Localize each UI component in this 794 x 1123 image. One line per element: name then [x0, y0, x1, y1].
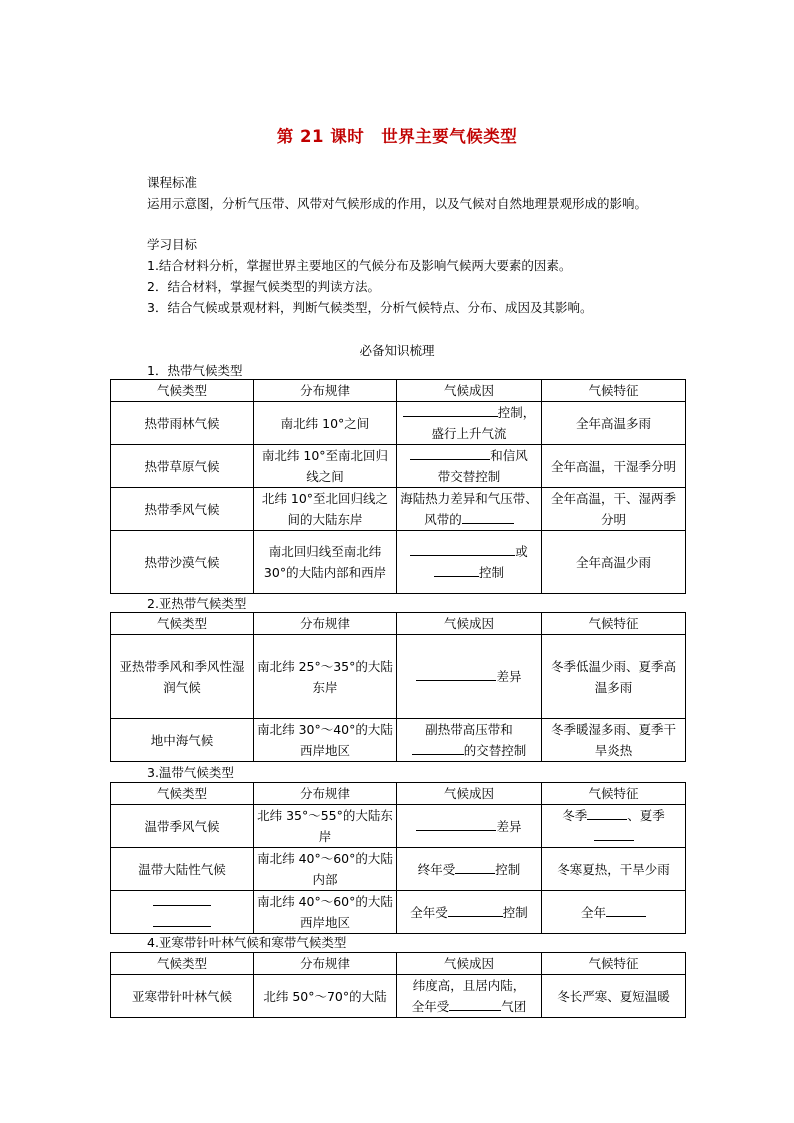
table-row [111, 635, 686, 719]
goal-item: 1.结合材料分析，掌握世界主要地区的气候分布及影响气候两大要素的因素。 [147, 258, 572, 273]
header-cell: 气候类型 [111, 783, 254, 805]
cause: 差异 [397, 805, 542, 848]
header-cell: 气候类型 [111, 613, 254, 635]
fill-blank[interactable] [434, 563, 479, 577]
header-cell: 气候类型 [111, 953, 254, 975]
table3-label: 3.温带气候类型 [147, 765, 234, 780]
distribution: 北纬 35°～55°的大陆东岸 [254, 805, 397, 848]
header-cell: 气候特征 [542, 953, 686, 975]
table-row [111, 848, 686, 891]
feature: 冬季 、夏季 [542, 805, 686, 848]
fill-blank[interactable] [153, 892, 211, 906]
header-cell: 分布规律 [254, 953, 397, 975]
header-cell: 气候成因 [397, 783, 542, 805]
header-cell: 气候特征 [542, 783, 686, 805]
header-cell: 气候类型 [111, 380, 254, 402]
fill-blank[interactable] [462, 510, 514, 524]
cause: 或 控制 [397, 531, 542, 594]
table-row [111, 805, 686, 848]
feature: 全年高温多雨 [542, 402, 686, 445]
subarctic-climate-table [110, 952, 686, 1018]
fill-blank[interactable] [455, 860, 495, 874]
table-header-row [111, 953, 686, 975]
fill-blank[interactable] [594, 827, 634, 841]
table2-label: 2.亚热带气候类型 [147, 596, 247, 611]
climate-type: 亚寒带针叶林气候 [111, 975, 254, 1018]
climate-type: 热带草原气候 [111, 445, 254, 488]
fill-blank[interactable] [412, 741, 464, 755]
feature: 冬季低温少雨、夏季高温多雨 [542, 635, 686, 719]
table-header-row [111, 380, 686, 402]
table1-label: 1．热带气候类型 [147, 363, 243, 378]
goal-item: 2．结合材料，掌握气候类型的判读方法。 [147, 279, 380, 294]
fill-blank[interactable] [448, 903, 503, 917]
distribution: 南北回归线至南北纬 30°的大陆内部和西岸 [254, 531, 397, 594]
feature: 全年 [542, 891, 686, 934]
table-header-row [111, 613, 686, 635]
cause: 差异 [397, 635, 542, 719]
temperate-climate-table [110, 782, 686, 934]
table-row [111, 445, 686, 488]
fill-blank[interactable] [587, 806, 627, 820]
subtropical-climate-table [110, 612, 686, 762]
standard-text: 运用示意图，分析气压带、风带对气候形成的作用，以及气候对自然地理景观形成的影响。 [147, 196, 648, 211]
standard-heading: 课程标准 [147, 175, 198, 190]
fill-blank[interactable] [410, 446, 490, 460]
goals-heading: 学习目标 [147, 237, 198, 252]
fill-blank[interactable] [403, 403, 498, 417]
header-cell: 气候特征 [542, 613, 686, 635]
climate-type [111, 891, 254, 934]
cause: 终年受 控制 [397, 848, 542, 891]
distribution: 南北纬 40°～60°的大陆西岸地区 [254, 891, 397, 934]
header-cell: 气候成因 [397, 953, 542, 975]
cause: 和信风 带交替控制 [397, 445, 542, 488]
header-cell: 分布规律 [254, 783, 397, 805]
feature: 全年高温，干湿季分明 [542, 445, 686, 488]
header-cell: 气候成因 [397, 380, 542, 402]
climate-type: 热带季风气候 [111, 488, 254, 531]
cause: 海陆热力差异和气压带、风带的 [397, 488, 542, 531]
feature: 冬季暖湿多雨、夏季干旱炎热 [542, 719, 686, 762]
distribution: 北纬 10°至北回归线之间的大陆东岸 [254, 488, 397, 531]
fill-blank[interactable] [153, 913, 211, 927]
fill-blank[interactable] [416, 817, 496, 831]
cause: 副热带高压带和 的交替控制 [397, 719, 542, 762]
table-row [111, 488, 686, 531]
table4-label: 4.亚寒带针叶林气候和寒带气候类型 [147, 935, 347, 950]
fill-blank[interactable] [606, 903, 646, 917]
header-cell: 分布规律 [254, 613, 397, 635]
table-row [111, 719, 686, 762]
table-row [111, 975, 686, 1018]
table-row [111, 891, 686, 934]
climate-type: 热带雨林气候 [111, 402, 254, 445]
table-row [111, 531, 686, 594]
climate-type: 地中海气候 [111, 719, 254, 762]
header-cell: 分布规律 [254, 380, 397, 402]
tropical-climate-table [110, 379, 686, 594]
climate-type: 热带沙漠气候 [111, 531, 254, 594]
section-title: 必备知识梳理 [359, 343, 435, 358]
page-title: 第 21 课时 世界主要气候类型 [276, 127, 518, 146]
feature: 冬长严寒、夏短温暖 [542, 975, 686, 1018]
distribution: 南北纬 40°～60°的大陆内部 [254, 848, 397, 891]
goal-item: 3．结合气候或景观材料，判断气候类型，分析气候特点、分布、成因及其影响。 [147, 300, 593, 315]
climate-type: 亚热带季风和季风性湿润气候 [111, 635, 254, 719]
cause: 控制， 盛行上升气流 [397, 402, 542, 445]
table-row [111, 402, 686, 445]
feature: 全年高温，干、湿两季分明 [542, 488, 686, 531]
feature: 冬寒夏热，干旱少雨 [542, 848, 686, 891]
distribution: 北纬 50°～70°的大陆 [254, 975, 397, 1018]
table-header-row [111, 783, 686, 805]
fill-blank[interactable] [410, 542, 515, 556]
header-cell: 气候特征 [542, 380, 686, 402]
cause: 纬度高，且居内陆， 全年受 气团 [397, 975, 542, 1018]
fill-blank[interactable] [416, 667, 496, 681]
fill-blank[interactable] [449, 997, 501, 1011]
distribution: 南北纬 10°至南北回归线之间 [254, 445, 397, 488]
feature: 全年高温少雨 [542, 531, 686, 594]
distribution: 南北纬 25°～35°的大陆东岸 [254, 635, 397, 719]
cause: 全年受 控制 [397, 891, 542, 934]
distribution: 南北纬 30°～40°的大陆西岸地区 [254, 719, 397, 762]
climate-type: 温带季风气候 [111, 805, 254, 848]
distribution: 南北纬 10°之间 [254, 402, 397, 445]
header-cell: 气候成因 [397, 613, 542, 635]
climate-type: 温带大陆性气候 [111, 848, 254, 891]
